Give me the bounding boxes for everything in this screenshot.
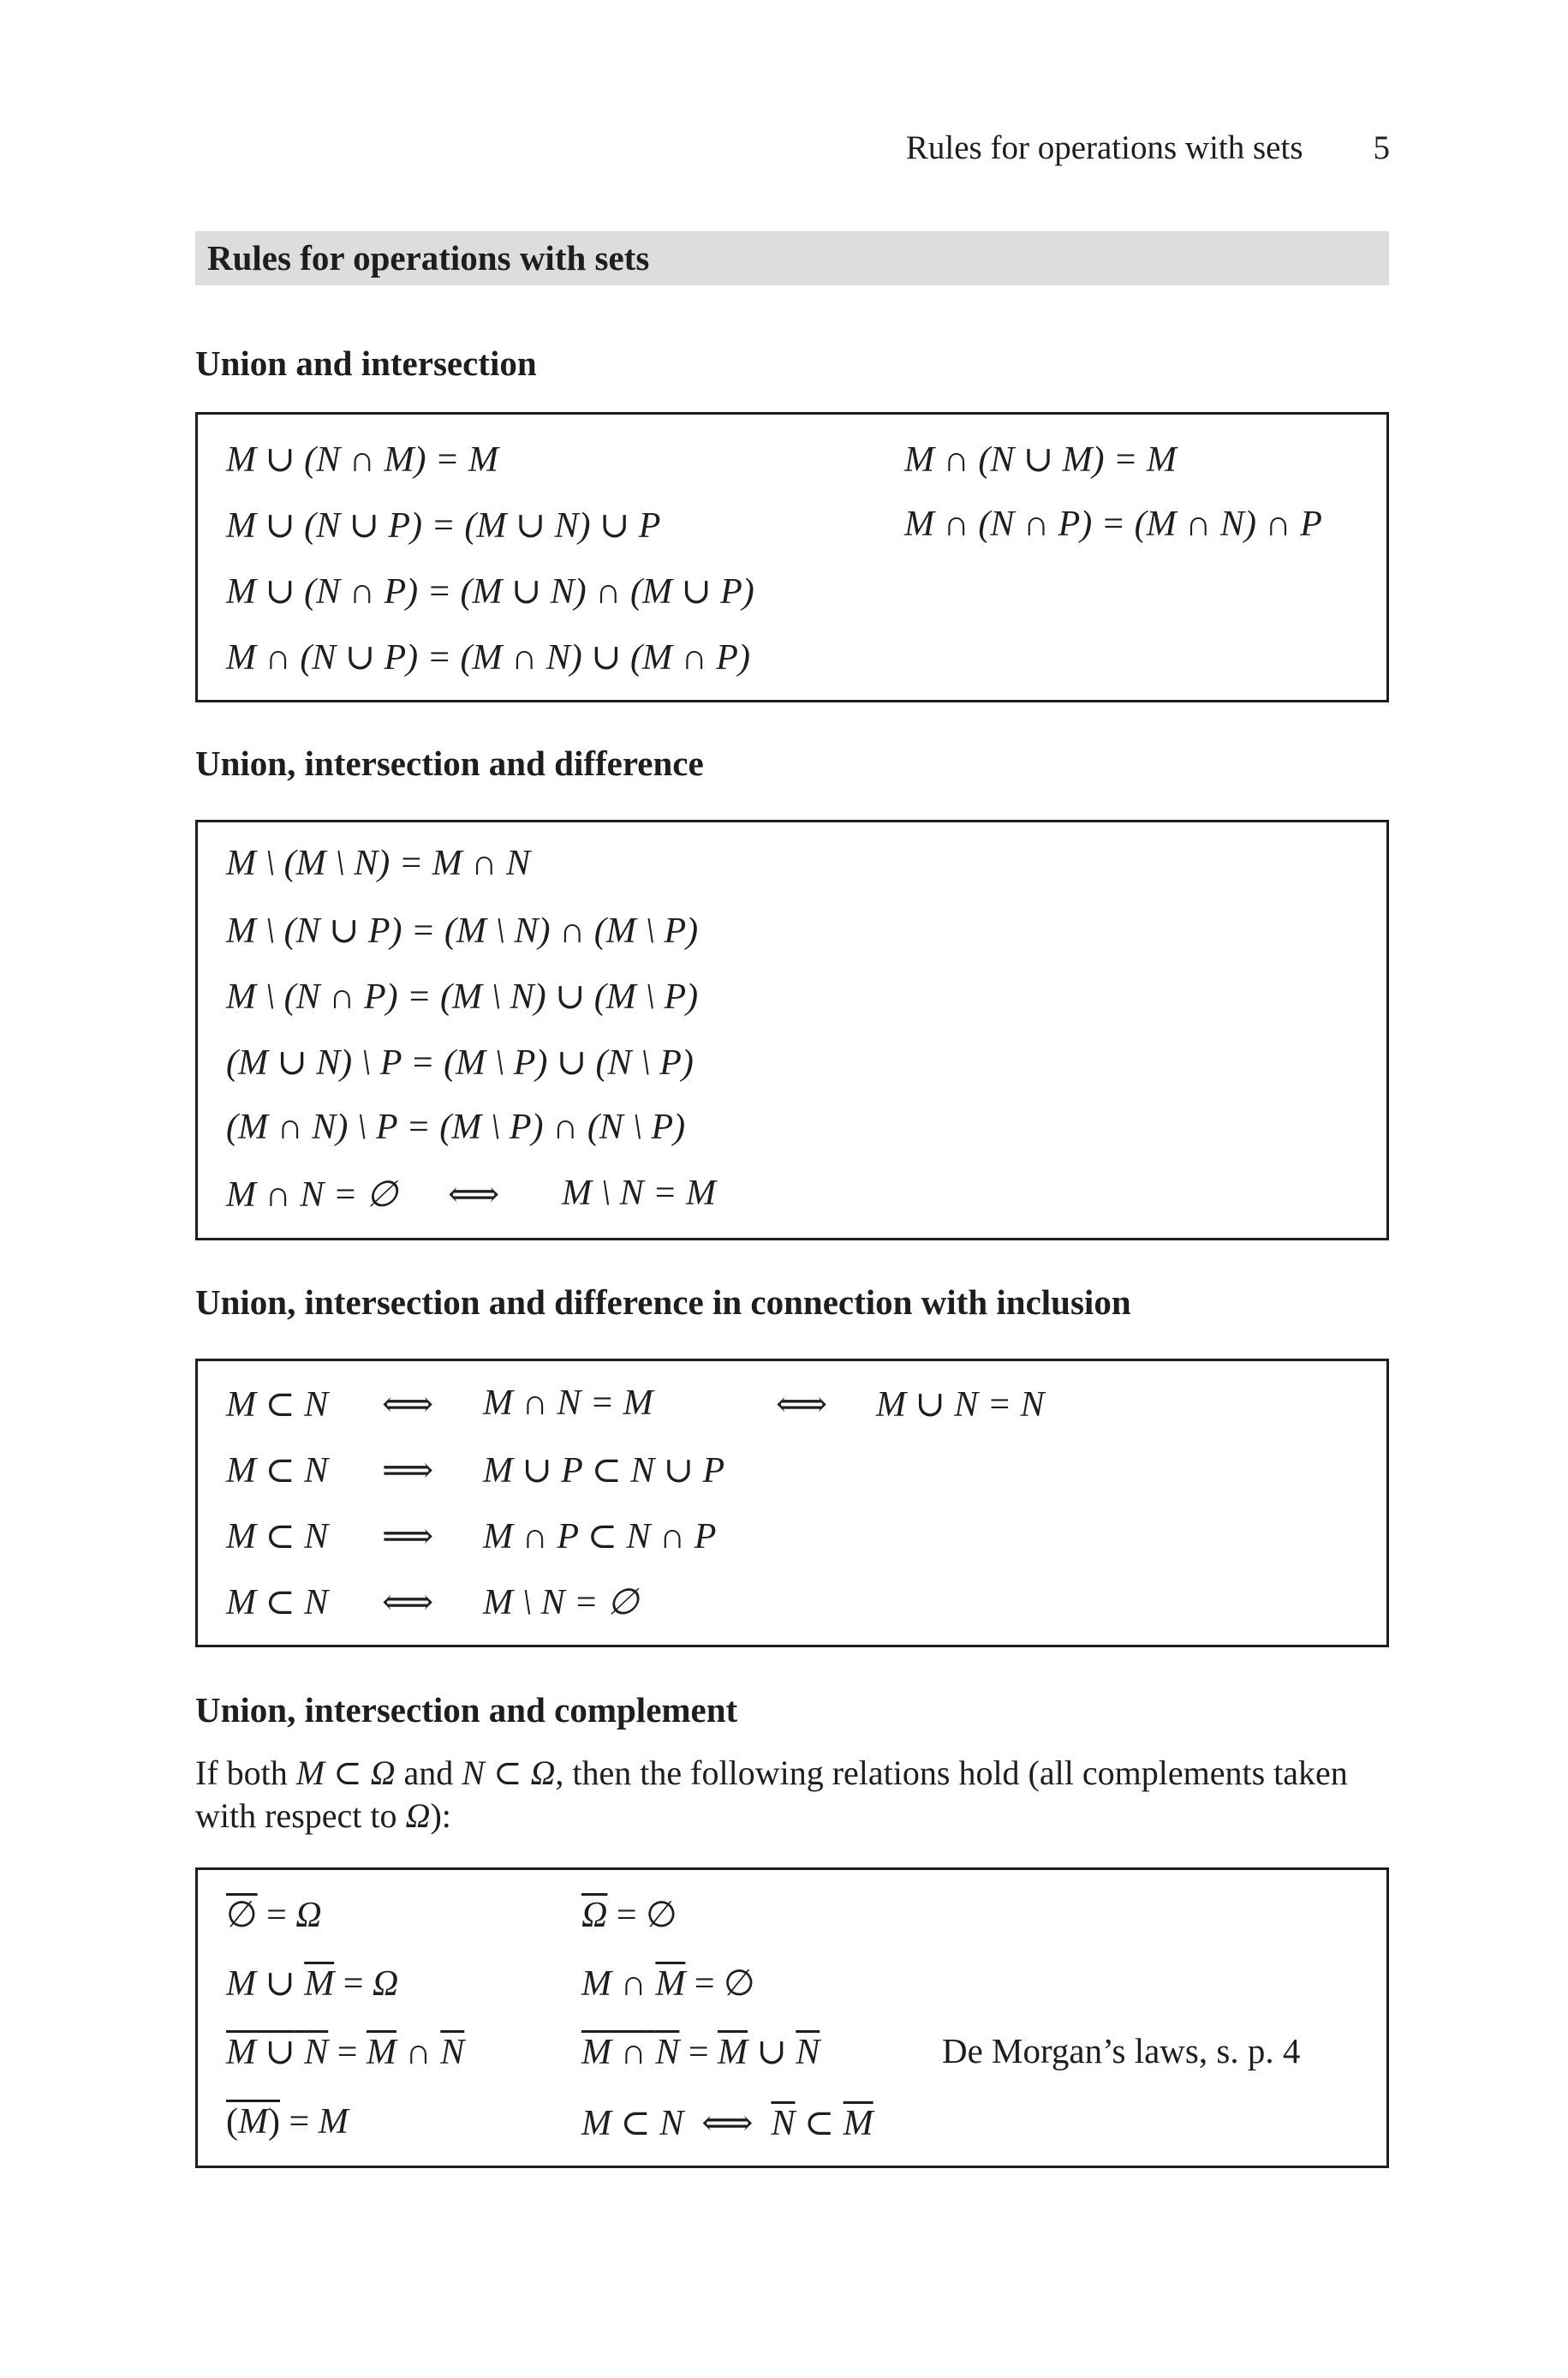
formula: M \ (N ∪ P) = (M \ N) ∩ (M \ P): [226, 911, 699, 951]
running-head: [906, 128, 1390, 167]
formula-box-difference: [195, 820, 1389, 1240]
formula: (M) = M: [226, 2102, 349, 2142]
formula: M ⊂ N: [226, 1517, 329, 1556]
formula: M \ N = ∅: [483, 1583, 639, 1622]
formula: M ⊂ N: [226, 1583, 329, 1622]
iff-arrow: ⟺: [382, 1583, 434, 1622]
formula: M ∩ P ⊂ N ∩ P: [483, 1517, 717, 1556]
formula-box-inclusion: [195, 1359, 1389, 1647]
inline-formula: M ⊂ Ω: [295, 1754, 396, 1792]
iff-arrow: ⟺: [448, 1175, 500, 1215]
formula: (M ∪ N) \ P = (M \ P) ∪ (N \ P): [226, 1043, 694, 1083]
paragraph-text: If both: [195, 1754, 296, 1792]
complement-intro-paragraph: [195, 1752, 1389, 1837]
formula: M ∪ $\overline{M} = \Omega$: [226, 1964, 399, 2004]
formula: M ∪ (N ∩ M) = M: [226, 440, 498, 480]
implies-arrow: ⟹: [382, 1517, 434, 1556]
formula: M ∩ (N ∪ P) = (M ∩ N) ∪ (M ∩ P): [226, 638, 750, 678]
paragraph-text: and: [395, 1754, 462, 1792]
subsection-heading-inclusion: Union, intersection and difference in connection with inclusion: [195, 1282, 1131, 1322]
formula: M ⊂ N: [226, 1385, 329, 1425]
inline-formula: Ω: [405, 1796, 431, 1835]
formula: M \ (M \ N) = M ∩ N: [226, 844, 530, 883]
formula: M ∩ (N ∩ P) = (M ∩ N) ∩ P: [904, 505, 1322, 544]
formula: M ∩ $N = \overline{M}$ ∪ $\overline{N}$: [581, 2033, 820, 2072]
running-title: Rules for operations with sets: [905, 129, 1303, 166]
formula-box-complement: [195, 1867, 1389, 2168]
subsection-heading-complement: Union, intersection and complement: [195, 1690, 738, 1730]
formula: M ∪ (N ∩ P) = (M ∪ N) ∩ (M ∪ P): [226, 572, 754, 612]
formula: M ∪ N = N: [876, 1385, 1045, 1425]
page-number: 5: [1373, 129, 1390, 166]
formula: M ∪ P ⊂ N ∪ P: [483, 1451, 725, 1491]
paragraph-text: ):: [430, 1796, 451, 1835]
paragraph-text: , then the following relations hold (all complements taken with respect to: [195, 1754, 1348, 1835]
formula: M ⊂ N ⟺ $\overline{N}$ ⊂ $\overline{M}$: [581, 2104, 873, 2143]
formula: M \ N = M: [562, 1174, 716, 1213]
formula: M ∩ $\overline{M}$ = ∅: [581, 1964, 755, 2004]
iff-arrow: ⟺: [776, 1385, 828, 1425]
formula: M \ (N ∩ P) = (M \ N) ∪ (M \ P): [226, 977, 699, 1017]
formula: M ∩ (N ∪ M) = M: [904, 440, 1177, 480]
de-morgan-note: De Morgan’s laws, s. p. 4: [942, 2031, 1301, 2070]
subsection-heading-union-intersection: Union and intersection: [195, 344, 537, 383]
formula: M ⊂ N: [226, 1451, 329, 1491]
implies-arrow: ⟹: [382, 1451, 434, 1491]
formula: (M ∩ N) \ P = (M \ P) ∩ (N \ P): [226, 1108, 686, 1147]
inline-formula: N ⊂ Ω: [462, 1754, 556, 1792]
formula: ∅ = Ω: [226, 1896, 322, 1935]
subsection-heading-difference: Union, intersection and difference: [195, 744, 704, 783]
formula: M ∩ N = M: [483, 1383, 653, 1423]
formula: M ∪ $N = \overline{M}$ ∩ $\overline{N}$: [226, 2033, 465, 2072]
section-title: Rules for operations with sets: [195, 231, 1389, 285]
formula: M ∪ (N ∪ P) = (M ∪ N) ∪ P: [226, 506, 661, 546]
formula: $\overline{\Omega}$ = ∅: [581, 1896, 677, 1935]
formula: M ∩ N = ∅: [226, 1175, 398, 1215]
formula-box-union-intersection: [195, 412, 1389, 702]
iff-arrow: ⟺: [382, 1385, 434, 1425]
